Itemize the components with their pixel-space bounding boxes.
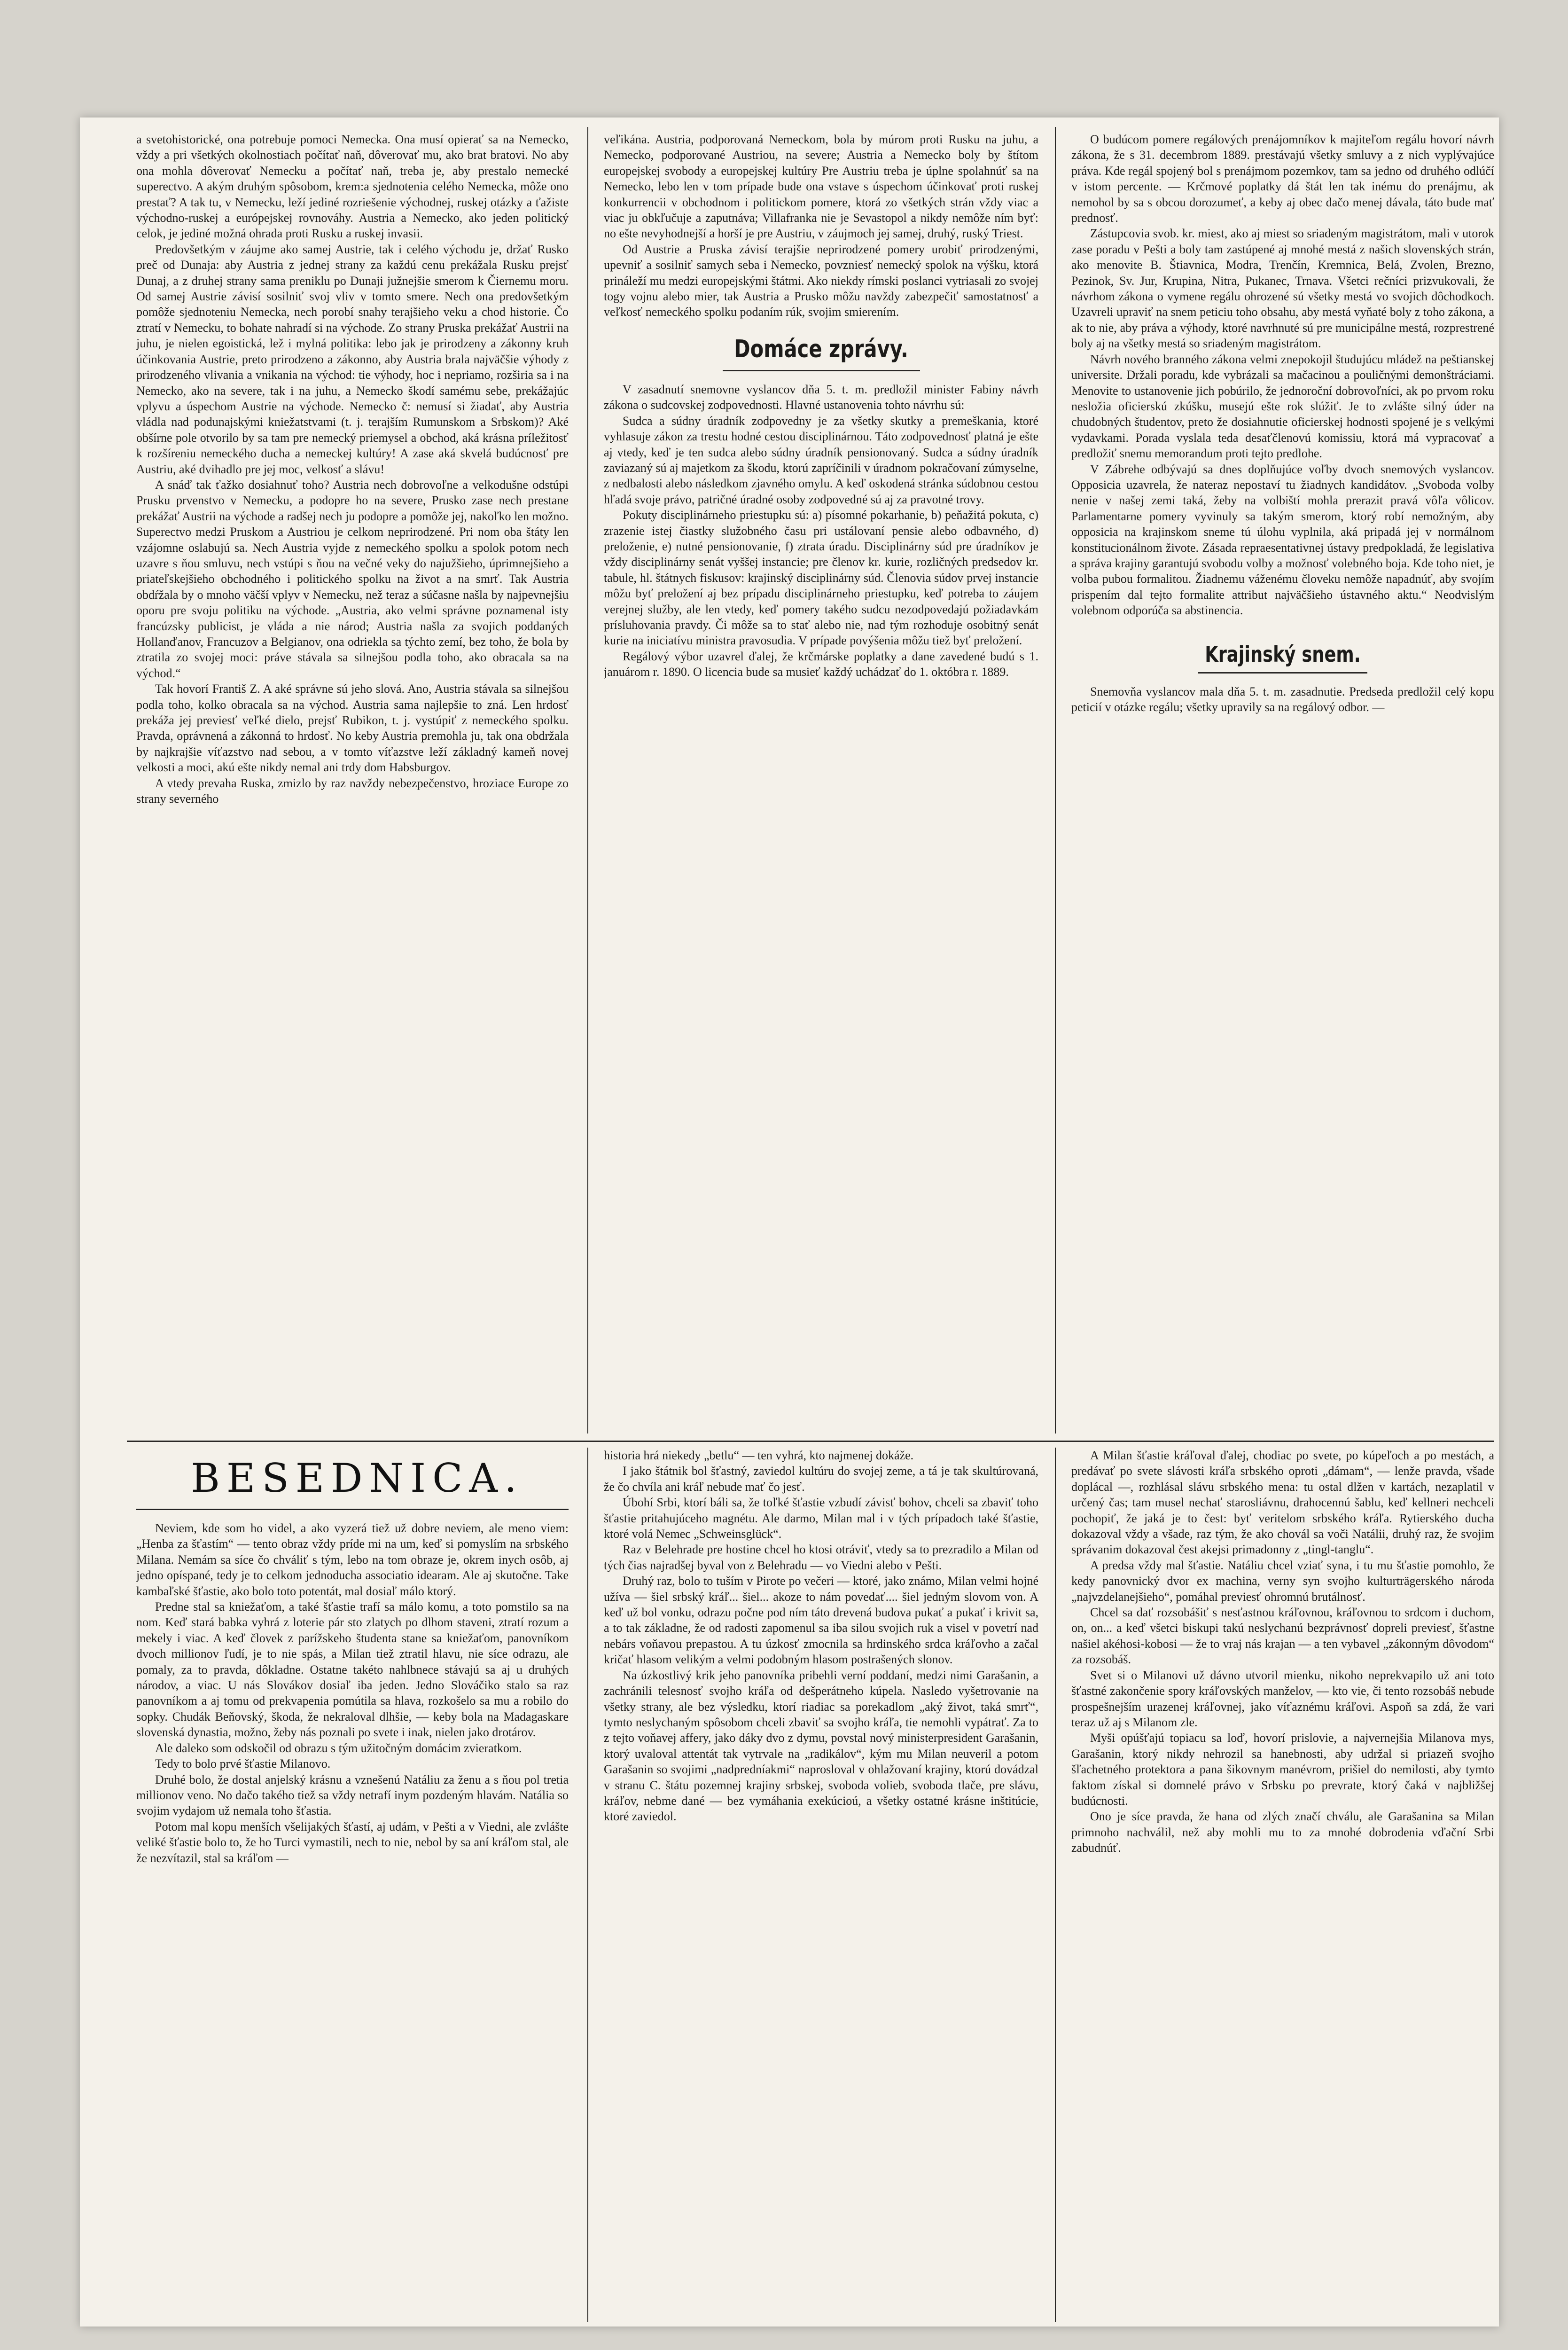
paragraph: Zástupcovia svob. kr. miest, ako aj miest so sriadeným magistrátom, mali v utorok zase poradu v Pešti a boly tam zastúpené aj mnohé mestá z našich slovenských strán, ako menovite B. Štiavnica, Modra, Trenčín, Kremnica, Belá, Zvolen, Brezno, Pezinok, Sv. Jur, Krupina, Nitra, Pukanec, Trnava. Všetci rečníci prizvukovali, že návrhom zákona o vymene regálu ohrozené sú všetky mestá vo svojich dôchodkoch. Uzavreli upraviť na snem peticiu toho obsahu, aby mestá vyňaté boly z toho zákona, a ak to nie, aby práva a výhody, ktoré navrhnuté sú pre municipálne mestá, rozprestrené boly aj na všetky mestá so sriadeným magistrátom. xyxy=(1071,227,1494,351)
paragraph: Regálový výbor uzavrel ďalej, že krčmárske poplatky a dane zavedené budú s 1. januárom r. 1890. O licencia bude sa musieť každý uchádzať do 1. októbra r. 1889. xyxy=(604,649,1038,679)
column-2-top xyxy=(604,132,1038,1426)
paragraph: A snáď tak ťažko dosiahnuť toho? Austria nech dobrovoľne a velkodušne odstúpi Prusku prvenstvo v Nemecku, a podopre ho na severe, Prusko zase nech prestane prekážať Austrii na východe a radšej nech ju podopre a pomôže jej, nakoľko len možno. Superectvo medzi Pruskom a Austriou je celkom neprirodzené. Pri nom oba štáty len vzájomne oslabujú sa. Nech Austria vyjde z nemeckého spolku a spolok potom nech uzavre s ňou smluvu, nech vstúpi s ňou na večné veky do najužšieho, úprimnejšieho a priateľskejšieho obchodného i politického spolku na život a na smrť. Tak Austria obdŕžala by o mnoho väčší vplyv v Nemecku, než teraz a súčasne našla by najpevnejšiu oporu pre svoju politiku na východe. „Austria, ako velmi správne poznamenal isty francúzsky publicist, je vláda a nie národ; Austria našla za svojich poddaných Hollanďanov, Francuzov a Belgianov, ona odriekla sa týchto zemí, bez toho, že bola by ztratila zo svojej moci: práve stávala sa silnejšou podla toho, ako obracala sa na východ.“ xyxy=(136,478,569,680)
column-divider xyxy=(587,127,588,1434)
besednica-masthead: BESEDNICA. xyxy=(191,1455,523,1501)
column-1-top xyxy=(136,132,569,1426)
column-divider xyxy=(587,1448,588,2322)
paragraph: Tak hovorí Františ Z. A aké správne sú jeho slová. Ano, Austria stávala sa silnejšou podla toho, kolko obracala sa na východ. Austria sama najlepšie to zná. Len hrdosť prekáža jej previesť veľké dielo, prejsť Rubikon, t. j. vystúpiť z nemeckého spolku. Pravda, oprávnená a zákonná to hrdosť. No keby Austria premohla ju, tak ona obdržala by najkrajšie víťazstvo nad sebou, a v tomto víťazstve leží základný kameň novej velkosti a moci, akú ešte nikdy nemal ani trdy dom Habsburgov. xyxy=(136,682,569,775)
paragraph: Neviem, kde som ho videl, a ako vyzerá tiež už dobre neviem, ale meno viem: „Henba za šťastím“ — tento obraz vždy príde mi na um, keď si pomyslím na srbského Milana. Nemám sa síce čo chváliť s tým, lebo na tom obraze je, okrem inych osôb, aj jedno opíspané, tedy je to celkom jednoducha associatio idearam. Ale aj skutočne. Take kambaľské šťastie, ako bolo toto potentát, mal dosiaľ málo ktorý. xyxy=(136,1521,569,1598)
heading-rule xyxy=(723,370,920,371)
paragraph: Úbohí Srbi, ktorí báli sa, že toľké šťastie vzbudí závisť bohov, chceli sa zbaviť toho šťastie pritahujúceho magnétu. Ale darmo, Milan mal i v tých prípadoch také šťastie, ktoré volá Nemec „Schweinsglück“. xyxy=(604,1496,1038,1541)
paragraph: A predsa vždy mal šťastie. Natáliu chcel vziať syna, i tu mu šťastie pomohlo, že kedy panovnický dvor ex machina, verny syn svojho kulturträgerského národa „najvzdelanejšieho“, pomáhal previesť ohromnú brutálnosť. xyxy=(1071,1558,1494,1604)
column-1-bottom xyxy=(136,1520,569,2319)
paragraph: Predne stal sa kniežaťom, a také šťastie trafí sa málo komu, a toto pomstilo sa na nom. Keď stará babka vyhrá z loterie pár sto zlatych po dlhom staveni, ztratí rozum a mekely i viac. A keď človek z parížskeho študenta stane sa kniežaťom, panovníkom dvoch millionov ľudí, je to nie spás, a Milan tiež ztratil hlavu, nie síce odrazu, ale pomaly, za to pravda, dôkladne. Ostatne takéto nahlbnece stávajú sa aj u druhých národov, a viac. U nás Slovákov dosiaľ iba jeden. Jedno Slováčiko stalo sa raz panovníkom a aj tomu od prekvapenia pomútila sa hlava, rozkošelo sa mu a robilo do sopky. Chudák Beňovský, škoda, že nekraloval dlhšie, — keby bola na Madagaskare slovenská dynastia, možno, žeby nás poznali po svete i inak, nielen jako drotárov. xyxy=(136,1600,569,1739)
column-2-bottom xyxy=(604,1448,1038,2319)
paragraph: Predovšetkým v záujme ako samej Austrie, tak i celého východu je, držať Rusko preč od Dunaja: aby Austria z jednej strany za každú cenu prekážala Rusku prejsť Dunaj, a z druhej strany sama preniklu po Dunaji južnejšie smerom k Čiernemu moru. Od samej Austrie závisí sosilniť svoj vliv v tomto smere. Nech ona predovšetkým pomôže sjednoteniu Nemecka, nech porobí snahy terajšieho veku a chod historie. Čo ztratí v Nemecku, to bohate nahradí si na východe. Zo strany Pruska prekážať Austrii na juhu, je nielen egoistická, lež i mylná politika: lebo jak je prirodzeny a zákonny kruh účinkovania Austrie, preto prirodzeno a zákonno, aby Austria brala najväčšie výhody z prirodzeného vlivania a vnikania na východ: tie výhody, hoc i nepriamo, rozširia sa i na Nemecko, ako na severe, tak i na juhu, a Nemecko škodí samému sebe, prekážajúc vplyvu a úspechom Austrie na východe. Nemecko č: nemusí si žiadať, aby Austria vládla nad podunajskými kniežatstvami (t. j. terajším Rumunskom a Srbskom)? Aké obšírne pole otvorilo by sa tam pre nemecký priemysel a obchod, aká krásna príležitosť k rozšíreniu nemeckého ducha a nemeckej kultúry! A zase aká skvelá budúcnosť pre Austriu, aké dvihadlo pre jej moc, velkosť a slávu! xyxy=(136,242,569,476)
section-heading-domace-zpravy: Domáce zprávy. xyxy=(734,335,908,363)
paragraph: Potom mal kopu menších všelijakých šťastí, aj udám, v Pešti a v Viedni, ale zvlášte veliké šťastie bolo to, že ho Turci vymastili, nech to nie, nebol by sa aní kráľom stal, ale že nezvítazil, stal sa kráľom — xyxy=(136,1819,569,1865)
paragraph: Svet si o Milanovi už dávno utvoril mienku, nikoho neprekvapilo už ani toto šťastné zakončenie spory kráľovských manželov, — kto vie, či tento rozsobáš nebude prospešnejším urazenej kráľovnej, jako víťaznému kráľovi. Aspoň sa zdá, že vari teraz už aj s Milanom zle. xyxy=(1071,1668,1494,1729)
column-3-bottom xyxy=(1071,1448,1494,2319)
paragraph: V zasadnutí snemovne vyslancov dňa 5. t. m. predložil minister Fabiny návrh zákona o sudcovskej zodpovednosti. Hlavné ustanovenia tohto návrhu sú: xyxy=(604,382,1038,412)
paragraph: Sudca a súdny úradník zodpovedny je za všetky skutky a premeškania, ktoré vyhlasuje zákon za trestu hodné cestou disciplinárnou. Táto zodpovednosť platná je ešte aj vtedy, keď je ten sudca alebo súdny úradník pensionovaný. Sudca a súdny úradník zaviazaný sú aj majetkom za škodu, ktorú zapríčinili v úradnom pokračovaní zúmyselne, z nedbalosti alebo následkom zjavného omylu. A keď oskodená stránka súdobnou cestou hľadá svoje právo, patričné úradné osoby zodpovedné sú aj za pravotné trovy. xyxy=(604,414,1038,506)
newspaper-page xyxy=(80,118,1499,2326)
column-3-top xyxy=(1071,132,1494,1426)
paragraph: A vtedy prevaha Ruska, zmizlo by raz navždy nebezpečenstvo, hroziace Europe zo strany severného xyxy=(136,776,569,806)
paragraph: historia hrá niekedy „betlu“ — ten vyhrá, kto najmenej dokáže. xyxy=(604,1449,914,1462)
paragraph: Druhé bolo, že dostal anjelský krásnu a vznešenú Natáliu za ženu a s ňou pol tretia millionov veno. No dačo takého tiež sa vždy netrafí inym pozdeným hlavám. Natália so svojim vydajom už nemala toho šťastia. xyxy=(136,1772,569,1818)
paragraph: V Zábrehe odbývajú sa dnes doplňujúce voľby dvoch snemových vyslancov. Opposicia uzavrela, že nateraz nepostaví tu žiadnych kandidátov. „Svoboda volby nenie v našej zemi taká, žeby na volbiští mohla prerazit pravá vôľa vôlicov. Parlamentarne pomery vyvinuly sa takým smerom, ktorý robí nemožným, aby opposicia na krajinskom sneme tú úlohu vyplnila, aká pripadá jej v normálnom konstitucionálnom živote. Zásada repraesentativnej ústavy predpokladá, že legislativa a správa krajiny garantujú svobodu volby a možnosť volebného boja. Kde toho niet, je volba pubou formalitou. Žiadnemu váženému človeku nemôže napadnúť, aby svojím prispením dal tejto formalite attribut najväčšieho ústavného aktu.“ Neodvislým volebnom odporúča sa abstinencia. xyxy=(1071,462,1494,618)
masthead-rule xyxy=(136,1509,569,1510)
paragraph: Snemovňa vyslancov mala dňa 5. t. m. zasadnutie. Predseda predložil celý kopu peticií v otázke regálu; všetky upravily sa na regálový odbor. — xyxy=(1071,684,1494,714)
paragraph: Tedy to bolo prvé šťastie Milanovo. xyxy=(155,1757,331,1771)
section-heading-krajinsky-snem: Krajinský snem. xyxy=(1205,641,1361,667)
paragraph: a svetohistorické, ona potrebuje pomoci Nemecka. Ona musí opierať sa na Nemecko, vždy a pri všetkých okolnostiach počítať naň, dôverovať mu, ako brat bratovi. No aby ona mohla dôverovať Nemecku a počítať naň, treba je, aby prestalo nemecké superectvo. A akým druhým spôsobom, krem:a sjednotenia celého Nemecka, môže ono prestať? A tak tu, v Nemecku, leží jediné rozriešenie východnej, ruskej otázky a ťažiste východno-ruskej a európejskej rovnováhy. Austria a Nemecko, ako jeden politický celok, je jediné možná ohrada proti Rusku a ruskej invasii. xyxy=(136,133,569,241)
paragraph: O budúcom pomere regálových prenájomníkov k majiteľom regálu hovorí návrh zákona, že s 31. decembrom 1889. prestávajú všetky smluvy a z nich vyplývajúce práva. Kde regál spojený bol s prenájmom pozemkov, tam sa jedno od druhého odlúčí v istom percente. — Krčmové poplatky dá štát len tak inému do prenájmu, ak nemohol by sa s obcou dorozumeť, a keby aj obec dačo menej dávala, táto bude mať prednosť. xyxy=(1071,133,1494,225)
paragraph: Ono je síce pravda, že hana od zlých značí chválu, ale Garašanina sa Milan primnoho nachválil, než aby mohli mu to za mnohé dobrodenia vďační Srbi zabudnúť. xyxy=(1071,1810,1494,1855)
paragraph: Ale daleko som odskočil od obrazu s tým užitočným domácim zvieratkom. xyxy=(155,1741,522,1755)
paragraph: Návrh nového branného zákona velmi znepokojil študujúcu mládež na peštianskej universite. Držali poradu, kde vybrázali sa mačacinou a pouličnými demonštráciami. Menovite to ustanovenie jich pobúrilo, že jednoroční dobrovoľníci, ak po prvom roku nesložia oficierskú zkúšku, musejú ešte rok slúžiť. Je to zvlášte silný úder na chudobných študentov, preto že dosiahnutie oficierskej hodnosti spojené je s velkými vydavkami. Porada vyslala teda desaťčlenovú komissiu, ktorá má vypracovať a predložiť snemu memorandum proti tejto predlohe. xyxy=(1071,352,1494,461)
paragraph: Druhý raz, bolo to tuším v Pirote po večeri — ktoré, jako známo, Milan velmi hojné užíva — šiel srbský kráľ... šiel... akoze to nám povedať.... šiel jedným slovom von. A keď už bol vonku, odrazu počne pod ním táto drevená budova pukať a pukať i krivit sa, a to tak základne, že od radosti zapomenul sa iba silou svojich ruk a visel v povetrí nad nebárs voňavou prepastou. A tu úzkosť zmocnila sa hrdinského srdca kráľovho a začal kričať hlasom velikým a velmi podobným hlasom postrašených slonov. xyxy=(604,1574,1038,1667)
feuilleton-separator xyxy=(127,1441,1494,1442)
column-divider xyxy=(1055,127,1056,1434)
paragraph: I jako štátnik bol šťastný, zaviedol kultúru do svojej zeme, a tá je tak skultúrovaná, že čo chvíla ani kráľ nebude mať čo jesť. xyxy=(604,1464,1038,1494)
paragraph: Chcel sa dať rozsobášiť s nesťastnou kráľovnou, kráľovnou to srdcom i duchom, on, on... a keď všetci biskupi takú neslychanú bezprávnosť dopreli previesť, šťastne našiel akéhosi-kobosi — že to vraj nás krajan — a ten vybavel „zákonným dôvodom“ za rozsobáš. xyxy=(1071,1606,1494,1667)
paragraph: Pokuty disciplinárneho priestupku sú: a) písomné pokarhanie, b) peňažitá pokuta, c) zrazenie istej čiastky služobného času pri ustálovaní pensie alebo odbavného, d) preloženie, e) nutné pensionovanie, f) ztrata úradu. Disciplinárny súd pre úradníkov je vždy disciplinárny senát vyššej instancie; pre členov kr. kurie, rozličných predsedov kr. tabule, hl. štátnych fiskusov: krajinský disciplinárny súd. Členovia súdov prvej instancie môžu byť preložení aj bez prípadu disciplinárneho priestupku, keď potreba to záujem verejnej služby, ale len vtedy, keď pomery takého sudcu nezodpovedajú požiadavkám prísluhovania pravdy. Či môže sa to stať alebo nie, nad tým rozhoduje osobitný senát kurie na iniciatívu ministra pravosudia. V prípade povýšenia môžu tiež byť preložení. xyxy=(604,508,1038,648)
heading-rule xyxy=(1198,672,1367,674)
paragraph: A Milan šťastie kráľoval ďalej, chodiac po svete, po kúpeľoch a po mestách, a predávať po svete slávosti kráľa srbského oproti „dámam“, — lenže pravda, všade doplácal —, rozhlásal slávu srbského mena: tu ostal dlžen v kartách, nezaplatil v určený čas; tam musel nechať starosliávnu, drahocennú šablu, keď kellneri nechceli pochopiť, že jaká je to čest: byť veritelom srbského kráľa. Rytierského ducha dokazoval vždy a všade, raz tým, že ako chovál sa voči Natálii, druhý raz, že svojim správanim dokazoval čest akejsi primadonny z „tingl-tanglu“. xyxy=(1071,1449,1494,1557)
paragraph: Od Austrie a Pruska závisí terajšie neprirodzené pomery urobiť prirodzenými, upevniť a sosilniť samych seba i Nemecko, povzniesť nemecký spolok na výšku, ktorá prináleží mu medzi europejskými štátmi. Ako niekdy rímski poslanci vytriasali zo svojej togy vojnu alebo mier, tak Austria a Prusko môžu navždy zabezpečiť samostatnosť a veľkosť nemeckého spolku podaním rúk, svojim smierením. xyxy=(604,242,1038,319)
paragraph: Raz v Belehrade pre hostine chcel ho ktosi otráviť, vtedy sa to prezradilo a Milan od tých čias najradšej byval von z Belehradu — vo Viedni alebo v Pešti. xyxy=(604,1543,1038,1572)
paragraph: Na úzkostlivý krik jeho panovníka pribehli verní poddaní, medzi nimi Garašanin, a zachránili telesnosť svojho kráľa od dešperátneho kúpela. Nasledo vyšetrovanie na všetky strany, ale bez výsledku, ktorí riadiac sa porekadlom „aký život, taká smrť“, tymto neslychaným spôsobom chceli zbaviť sa svojho kráľa, tie nemohli vypátrať. Za to z tejto voňavej affery, jako dáky dvo z dymu, povstal nový ministerpresident Garašanin, ktorý uvaloval attentát tak vytrvale na „radikálov“, kým mu Milan neuveril a potom Garašanin so svojimi „nadpredníakmi“ naprosloval v ohlažovaní krajiny, ktorú dovádzal v stranu C. štátu pozemnej krajiny srbskej, svoboda volieb, svoboda tlače, pre slávu, kráľov, nebme dané — bez vymáhania exekúcioú, a všetky ostatné krásne inštitúcie, ktoré zaviedol. xyxy=(604,1668,1038,1824)
paragraph: Myši opúšťajú topiacu sa loď, hovorí prislovie, a najvernejšia Milanova mys, Garašanin, ktorý nikdy nehrozil sa hanebnosti, aby udržal si priazeň svojho šľachetného protektora a pana šikovnym manévrom, prišiel do nemilosti, aby tymto faktom získal si domnelé právo v Srbsku po prevrate, ktorý čaká v najbližšej budúcnosti. xyxy=(1071,1731,1494,1808)
column-divider xyxy=(1055,1448,1056,2322)
paragraph: veľikána. Austria, podporovaná Nemeckom, bola by múrom proti Rusku na juhu, a Nemecko, podporované Austriou, na severe; Austria a Nemecko boly by štítom europejskej svobody a europejskej kultúry Pre Austriu treba je úplne spolahnúť sa na Nemecko, lebo len v tom prípade bude ona vstave s úspechom účinkovať proti ruskej konkurrencii v obchodnom i politickom pomere, ktorá zo všetkých strán vždy viac a viac ju obkľučuje a zaputnáva; Villafranka nie je Sevastopol a nikdy nemôže ním byť: no ešte nevyhodnejší a horší je pre Austriu, v záujmoch jej samej, druhý, ruský Triest. xyxy=(604,133,1038,241)
